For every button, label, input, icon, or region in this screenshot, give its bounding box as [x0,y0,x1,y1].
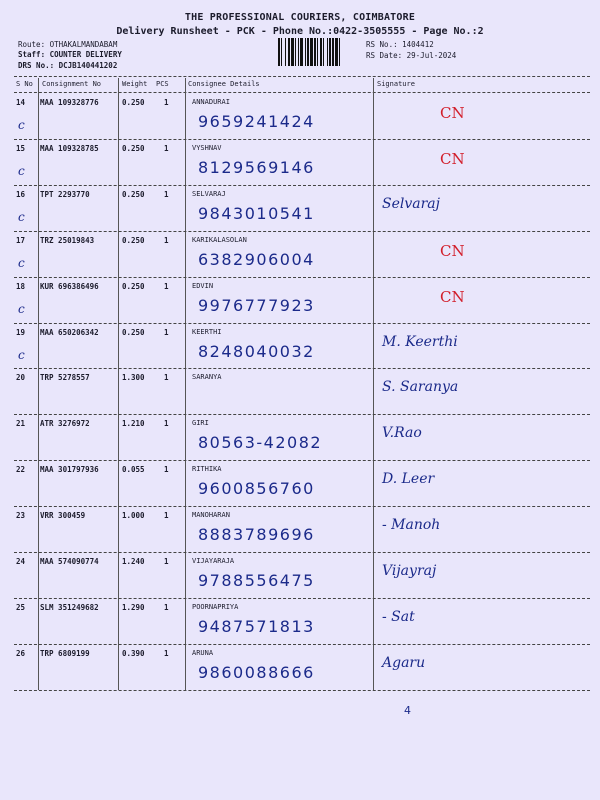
row-handwritten-phone: 9600856760 [198,479,315,499]
row-weight: 0.250 [122,98,145,107]
table-row [0,324,600,370]
route-label: Route: OTHAKALMANDABAM [18,40,118,49]
row-weight: 1.290 [122,602,145,612]
row-handwritten-phone: 8129569146 [198,157,315,177]
row-consignment: TRP 5278557 [40,373,90,383]
row-consignee-name: POORNAPRIYA [192,602,239,611]
row-weight: 0.055 [122,465,145,475]
row-handwritten-phone: 8883789696 [198,525,315,545]
row-pcs: 1 [164,235,169,245]
row-consignee-name: ANNADURAI [192,98,230,106]
table-row [0,415,600,461]
table-row [0,94,600,140]
header-divider-top [14,76,590,77]
row-consignee-name: MANOHARAN [192,511,230,520]
row-consignment: MAA 109328785 [40,143,99,153]
row-consignment: TPT 2293770 [40,189,90,199]
row-pcs: 1 [164,143,169,153]
row-signature: D. Leer [382,471,435,488]
row-consignment: ATR 3276972 [40,419,90,429]
row-weight: 0.390 [122,648,145,658]
row-consignment: MAA 650206342 [40,327,99,337]
row-sno: 23 [16,511,26,521]
drs-number: DRS No.: DCJB140441202 [18,61,118,70]
row-consignee-name: SELVARAJ [192,189,226,198]
row-tick-mark: c [18,118,25,132]
row-consignment: MAA 574090774 [40,557,99,566]
row-consignee-name: GIRI [192,419,209,428]
row-weight: 1.300 [122,373,145,383]
row-sno: 16 [16,189,26,199]
row-pcs: 1 [164,602,169,612]
table-row [0,140,600,186]
row-handwritten-phone: 9788556475 [198,571,315,590]
table-row [0,599,600,645]
row-handwritten-phone: 80563-42082 [198,433,323,453]
row-weight: 0.250 [122,281,145,291]
row-sno: 15 [16,143,26,153]
row-pcs: 1 [164,465,169,475]
table-row [0,553,600,599]
row-consignment: MAA 109328776 [40,98,99,107]
row-sno: 20 [16,373,26,383]
row-consignee-name: EDVIN [192,281,214,290]
row-signature: V.Rao [382,425,422,442]
row-signature: CN [440,287,465,306]
row-weight: 0.250 [122,189,145,199]
row-handwritten-phone: 9860088666 [198,662,315,682]
row-weight: 1.210 [122,419,145,429]
row-sno: 19 [16,327,26,337]
row-tick-mark: c [18,163,25,178]
row-consignment: TRZ 25019843 [40,235,95,245]
row-pcs: 1 [164,419,169,429]
table-row [0,645,600,691]
row-sno: 26 [16,648,26,658]
row-signature: M. Keerthi [382,333,458,350]
row-weight: 0.250 [122,235,145,245]
row-handwritten-phone: 8248040032 [198,341,315,361]
row-pcs: 1 [164,189,169,199]
row-tick-mark: c [18,209,25,224]
row-signature: - Manoh [382,517,441,534]
row-handwritten-phone: 9487571813 [198,616,315,636]
row-sno: 21 [16,419,26,429]
col-header-consignee: Consignee Details [188,80,260,88]
row-signature: Selvaraj [382,195,440,212]
row-sno: 14 [16,98,26,107]
company-title: THE PROFESSIONAL COURIERS, COIMBATORE [184,12,416,23]
row-pcs: 1 [164,281,169,291]
row-consignee-name: RITHIKA [192,465,222,474]
row-signature: CN [440,104,465,122]
row-tick-mark: c [18,347,25,362]
row-consignment: MAA 301797936 [40,465,99,475]
row-consignee-name: VYSHNAV [192,143,222,152]
row-signature: Agaru [382,654,426,671]
table-row [0,186,600,232]
table-row [0,461,600,507]
table-row [0,369,600,415]
stray-mark: 4 [404,704,411,717]
row-signature: CN [440,149,465,168]
row-pcs: 1 [164,557,169,566]
col-header-pcs: PCS [156,80,169,88]
row-pcs: 1 [164,98,169,107]
row-pcs: 1 [164,648,169,658]
row-sno: 24 [16,557,26,566]
row-tick-mark: c [18,255,25,270]
rs-number: RS No.: 1404412 [366,40,434,49]
row-signature: CN [440,241,465,260]
row-weight: 0.250 [122,143,145,153]
col-header-weight: Weight [122,80,148,88]
row-consignment: TRP 6809199 [40,648,90,658]
row-pcs: 1 [164,511,169,521]
row-consignee-name: ARUNA [192,648,214,657]
row-signature: - Sat [382,608,415,625]
row-signature: S. Saranya [382,379,459,396]
row-sno: 17 [16,235,26,245]
staff-label: Staff: COUNTER DELIVERY [18,50,122,59]
row-sno: 22 [16,465,26,475]
header-divider-bottom [14,92,590,93]
row-signature: Vijayraj [382,563,437,579]
row-pcs: 1 [164,327,169,337]
row-handwritten-phone: 9843010541 [198,203,315,223]
row-weight: 1.240 [122,557,145,566]
table-row [0,232,600,278]
row-sno: 25 [16,602,26,612]
col-header-sno: S No [16,80,33,88]
col-header-consignment: Consignment No [42,80,102,88]
row-weight: 0.250 [122,327,145,337]
row-consignment: SLM 351249682 [40,602,99,612]
row-consignee-name: KARIKALASOLAN [192,235,247,244]
table-row [0,507,600,553]
rs-date: RS Date: 29-Jul-2024 [366,51,457,60]
row-consignee-name: SARANYA [192,373,222,382]
col-header-signature: Signature [377,80,415,88]
row-tick-mark: c [18,301,25,316]
row-consignee-name: KEERTHI [192,327,222,336]
row-weight: 1.000 [122,511,145,521]
row-sno: 18 [16,281,26,291]
runsheet-subtitle: Delivery Runsheet - PCK - Phone No.:0422-3505555 - Page No.:2 [116,26,484,37]
row-consignee-name: VIJAYARAJA [192,557,235,565]
row-handwritten-phone: 9659241424 [198,112,315,131]
row-consignment: KUR 696386496 [40,281,99,291]
row-consignment: VRR 300459 [40,511,86,521]
barcode [278,38,358,66]
row-handwritten-phone: 6382906004 [198,249,315,269]
table-row [0,278,600,324]
row-divider [14,690,590,691]
row-pcs: 1 [164,373,169,383]
row-handwritten-phone: 9976777923 [198,295,315,315]
